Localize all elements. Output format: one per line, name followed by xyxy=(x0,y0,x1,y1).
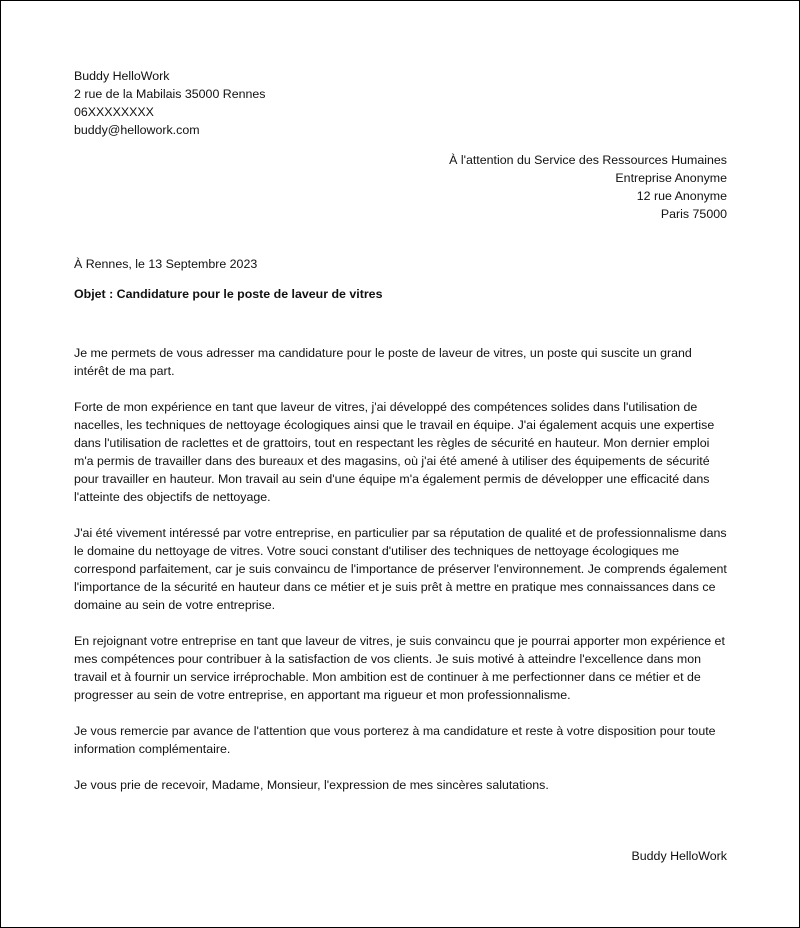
paragraph-thanks: Je vous remercie par avance de l'attention que vous porterez à ma candidature et reste à votre disposition pour toute information complémentaire. xyxy=(74,724,716,756)
sender-address: 2 rue de la Mabilais 35000 Rennes xyxy=(74,87,266,101)
signature: Buddy HelloWork xyxy=(631,849,727,863)
sender-block xyxy=(74,67,266,139)
paragraph-experience: Forte de mon expérience en tant que laveur de vitres, j'ai développé des compétences solides dans l'utilisation de nacelles, les techniques de nettoyage écologiques ainsi que le travail en équipe. J'ai également acquis une expertise dans l'utilisation de raclettes et de grattoirs, tout en respectant les règles de sécurité en hauteur. Mon dernier emploi m'a permis de travailler dans des bureaux et des magasins, où j'ai été amené à utiliser des équipements de sécurité pour travailler en hauteur. Mon travail au sein d'une équipe m'a également permis de développer une efficacité dans l'atteinte des objectifs de nettoyage. xyxy=(74,400,715,504)
recipient-block xyxy=(449,151,727,223)
sender-email: buddy@hellowork.com xyxy=(74,123,200,137)
recipient-attention: À l'attention du Service des Ressources Humaines xyxy=(449,153,727,167)
letter-body xyxy=(74,344,728,812)
recipient-company: Entreprise Anonyme xyxy=(615,171,727,185)
paragraph-motivation: En rejoignant votre entreprise en tant que laveur de vitres, je suis convaincu que je pourrai apporter mon expérience et mes compétences pour contribuer à la satisfaction de vos clients. Je suis motivé à atteindre l'excellence dans mon travail et à fournir un service irréprochable. Mon ambition est de continuer à me perfectionner dans ce métier et de progresser au sein de votre entreprise, en apportant ma rigueur et mon professionnalisme. xyxy=(74,634,725,702)
paragraph-company-interest: J'ai été vivement intéressé par votre entreprise, en particulier par sa réputation de qualité et de professionnalisme dans le domaine du nettoyage de vitres. Votre souci constant d'utiliser des techniques de nettoyage écologiques me correspond parfaitement, car je suis convaincu de l'importance de préserver l'environnement. Je comprends également l'importance de la sécurité en hauteur dans ce métier et je suis prêt à mettre en pratique mes connaissances dans ce domaine au sein de votre entreprise. xyxy=(74,526,727,612)
sender-phone: 06XXXXXXXX xyxy=(74,105,154,119)
subject-line: Objet : Candidature pour le poste de laveur de vitres xyxy=(74,287,383,301)
place-date: À Rennes, le 13 Septembre 2023 xyxy=(74,257,258,271)
recipient-street: 12 rue Anonyme xyxy=(636,189,727,203)
sender-name: Buddy HelloWork xyxy=(74,69,170,83)
paragraph-intro: Je me permets de vous adresser ma candidature pour le poste de laveur de vitres, un poste qui suscite un grand intérêt de ma part. xyxy=(74,346,692,378)
paragraph-closing: Je vous prie de recevoir, Madame, Monsieur, l'expression de mes sincères salutations. xyxy=(74,778,549,792)
recipient-city: Paris 75000 xyxy=(660,207,727,221)
